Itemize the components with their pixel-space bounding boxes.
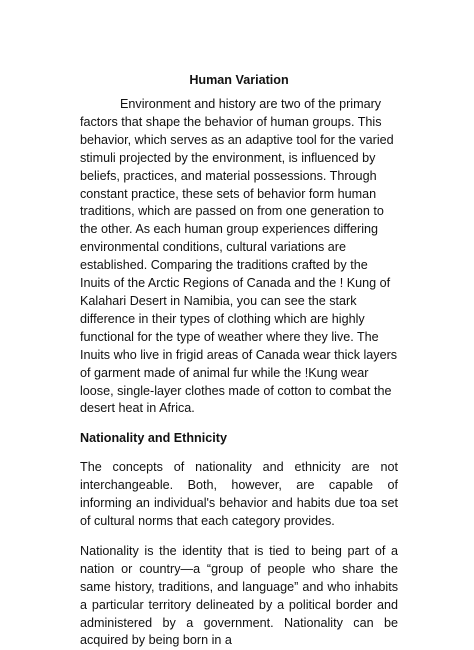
- paragraph-concepts: The concepts of nationality and ethnicity are not interchangeable. Both, however, are capable of informing an individual's behavior and habits due toa set of cultural norms that each category provides.: [80, 460, 398, 529]
- paragraph-nationality: Nationality is the identity that is tied to being part of a nation or country—a “group of people who share the same history, traditions, and language” and who inhabits a particular territory delineated by a political border and administered by a government. Nationality can be acquired by being born in a: [80, 543, 398, 648]
- paragraph-intro: Environment and history are two of the primary factors that shape the behavior of human groups. This behavior, which serves as an adaptive tool for the varied stimuli projected by the environment, is influenced by beliefs, practices, and material possessions. Through constant practice, these sets of behavior form human traditions, which are passed on from one generation to the other. As each human group experiences differing environmental conditions, cultural variations are established. Comparing the traditions crafted by the Inuits of the Arctic Regions of Canada and the ! Kung of Kalahari Desert in Namibia, you can see the stark difference in their types of clothing which are highly functional for the type of weather where they live. The Inuits who live in frigid areas of Canada wear thick layers of garment made of animal fur while the !Kung wear loose, single-layer clothes made of cotton to combat the desert heat in Africa.: [80, 97, 398, 416]
- section-heading: Nationality and Ethnicity: [80, 431, 227, 446]
- document-title: Human Variation: [189, 73, 289, 87]
